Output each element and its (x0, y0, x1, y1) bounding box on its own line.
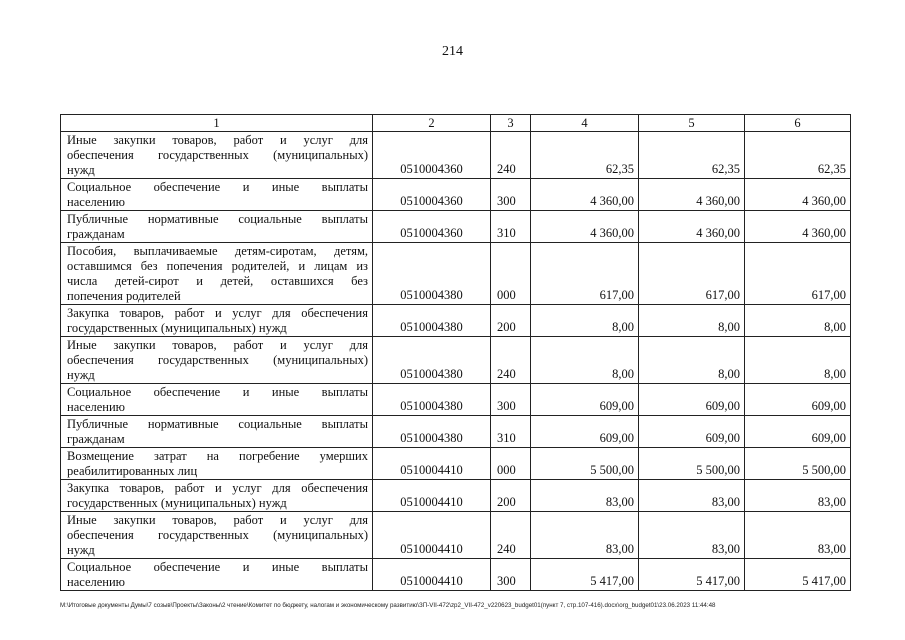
description-line: обеспечения государственных (муниципальных) (67, 353, 368, 367)
col-header-5: 5 (639, 115, 745, 132)
table-row (61, 512, 851, 559)
description-line: реабилитированных лиц (67, 464, 198, 478)
description-line: населению (67, 195, 125, 209)
expense-type-code: 200 (491, 305, 531, 337)
amount-year-1: 8,00 (531, 337, 639, 384)
table-row (61, 416, 851, 448)
row-description (61, 211, 373, 243)
expense-type-code: 240 (491, 337, 531, 384)
description-line: Публичные нормативные социальные выплаты (67, 212, 368, 226)
amount-year-1: 8,00 (531, 305, 639, 337)
col-header-4: 4 (531, 115, 639, 132)
amount-year-1: 5 500,00 (531, 448, 639, 480)
description-line: населению (67, 575, 125, 589)
amount-year-2: 4 360,00 (639, 211, 745, 243)
expense-type-code: 000 (491, 448, 531, 480)
row-description (61, 559, 373, 591)
description-line: гражданам (67, 227, 125, 241)
amount-year-2: 5 500,00 (639, 448, 745, 480)
description-line: обеспечения государственных (муниципальных) (67, 528, 368, 542)
target-article-code: 0510004360 (373, 211, 491, 243)
description-line: Социальное обеспечение и иные выплаты (67, 560, 368, 574)
table-row (61, 179, 851, 211)
description-line: населению (67, 400, 125, 414)
col-header-1: 1 (61, 115, 373, 132)
table-row (61, 480, 851, 512)
row-description (61, 448, 373, 480)
target-article-code: 0510004410 (373, 480, 491, 512)
amount-year-2: 4 360,00 (639, 179, 745, 211)
target-article-code: 0510004380 (373, 243, 491, 305)
target-article-code: 0510004410 (373, 559, 491, 591)
expense-type-code: 300 (491, 179, 531, 211)
amount-year-3: 4 360,00 (745, 179, 851, 211)
col-header-6: 6 (745, 115, 851, 132)
description-line: Социальное обеспечение и иные выплаты (67, 180, 368, 194)
description-line: нужд (67, 543, 95, 557)
row-description (61, 305, 373, 337)
expense-type-code: 000 (491, 243, 531, 305)
file-path-footer: М:\Итоговые документы Думы\7 созыв\Проекты\Законы\2 чтение\Комитет по бюджету, налогам и экономическому развитию\ЗП-VII-472\zp2_VII-472_v220623_budget01(пункт 7, стр.107-416).docx\org_budget01\23.06.2023 11:44:48 (60, 602, 716, 609)
expense-type-code: 240 (491, 132, 531, 179)
amount-year-1: 617,00 (531, 243, 639, 305)
description-line: обеспечения государственных (муниципальных) (67, 148, 368, 162)
expense-type-code: 200 (491, 480, 531, 512)
target-article-code: 0510004380 (373, 337, 491, 384)
target-article-code: 0510004360 (373, 132, 491, 179)
table-row (61, 559, 851, 591)
description-line: нужд (67, 163, 95, 177)
amount-year-1: 83,00 (531, 512, 639, 559)
target-article-code: 0510004410 (373, 512, 491, 559)
page-number: 214 (442, 44, 463, 59)
description-line: Иные закупки товаров, работ и услуг для (67, 338, 368, 352)
row-description (61, 337, 373, 384)
description-line: нужд (67, 368, 95, 382)
description-line: Закупка товаров, работ и услуг для обеспечения (67, 481, 368, 495)
expense-type-code: 310 (491, 416, 531, 448)
row-description (61, 416, 373, 448)
description-line: Социальное обеспечение и иные выплаты (67, 385, 368, 399)
amount-year-3: 62,35 (745, 132, 851, 179)
target-article-code: 0510004360 (373, 179, 491, 211)
expense-type-code: 310 (491, 211, 531, 243)
amount-year-3: 5 500,00 (745, 448, 851, 480)
target-article-code: 0510004410 (373, 448, 491, 480)
description-line: Иные закупки товаров, работ и услуг для (67, 513, 368, 527)
col-header-3: 3 (491, 115, 531, 132)
budget-table (60, 114, 851, 591)
amount-year-3: 4 360,00 (745, 211, 851, 243)
description-line: государственных (муниципальных) нужд (67, 321, 287, 335)
description-line: государственных (муниципальных) нужд (67, 496, 287, 510)
row-description (61, 243, 373, 305)
target-article-code: 0510004380 (373, 305, 491, 337)
description-line: Публичные нормативные социальные выплаты (67, 417, 368, 431)
amount-year-1: 609,00 (531, 416, 639, 448)
row-description (61, 480, 373, 512)
target-article-code: 0510004380 (373, 416, 491, 448)
amount-year-2: 8,00 (639, 337, 745, 384)
table-row (61, 448, 851, 480)
table-row (61, 211, 851, 243)
amount-year-3: 83,00 (745, 480, 851, 512)
amount-year-3: 83,00 (745, 512, 851, 559)
amount-year-2: 609,00 (639, 416, 745, 448)
header-row (61, 115, 851, 132)
description-line: гражданам (67, 432, 125, 446)
expense-type-code: 300 (491, 384, 531, 416)
description-line: Пособия, выплачиваемые детям-сиротам, детям, (67, 244, 368, 258)
amount-year-2: 5 417,00 (639, 559, 745, 591)
amount-year-3: 8,00 (745, 337, 851, 384)
amount-year-1: 609,00 (531, 384, 639, 416)
amount-year-3: 609,00 (745, 384, 851, 416)
description-line: числа детей-сирот и детей, оставшихся без (67, 274, 368, 288)
description-line: попечения родителей (67, 289, 181, 303)
amount-year-1: 83,00 (531, 480, 639, 512)
amount-year-1: 4 360,00 (531, 211, 639, 243)
table-row (61, 243, 851, 305)
amount-year-2: 62,35 (639, 132, 745, 179)
amount-year-3: 609,00 (745, 416, 851, 448)
amount-year-2: 609,00 (639, 384, 745, 416)
amount-year-1: 5 417,00 (531, 559, 639, 591)
row-description (61, 132, 373, 179)
target-article-code: 0510004380 (373, 384, 491, 416)
amount-year-3: 617,00 (745, 243, 851, 305)
table-row (61, 132, 851, 179)
description-line: Возмещение затрат на погребение умерших (67, 449, 368, 463)
amount-year-2: 83,00 (639, 480, 745, 512)
row-description (61, 512, 373, 559)
col-header-2: 2 (373, 115, 491, 132)
amount-year-1: 62,35 (531, 132, 639, 179)
description-line: Иные закупки товаров, работ и услуг для (67, 133, 368, 147)
amount-year-2: 8,00 (639, 305, 745, 337)
description-line: оставшимся без попечения родителей, и лицам из (67, 259, 368, 273)
expense-type-code: 300 (491, 559, 531, 591)
table-row (61, 337, 851, 384)
row-description (61, 384, 373, 416)
table-row (61, 384, 851, 416)
amount-year-2: 83,00 (639, 512, 745, 559)
description-line: Закупка товаров, работ и услуг для обеспечения (67, 306, 368, 320)
amount-year-3: 5 417,00 (745, 559, 851, 591)
row-description (61, 179, 373, 211)
expense-type-code: 240 (491, 512, 531, 559)
amount-year-1: 4 360,00 (531, 179, 639, 211)
amount-year-3: 8,00 (745, 305, 851, 337)
table-row (61, 305, 851, 337)
amount-year-2: 617,00 (639, 243, 745, 305)
